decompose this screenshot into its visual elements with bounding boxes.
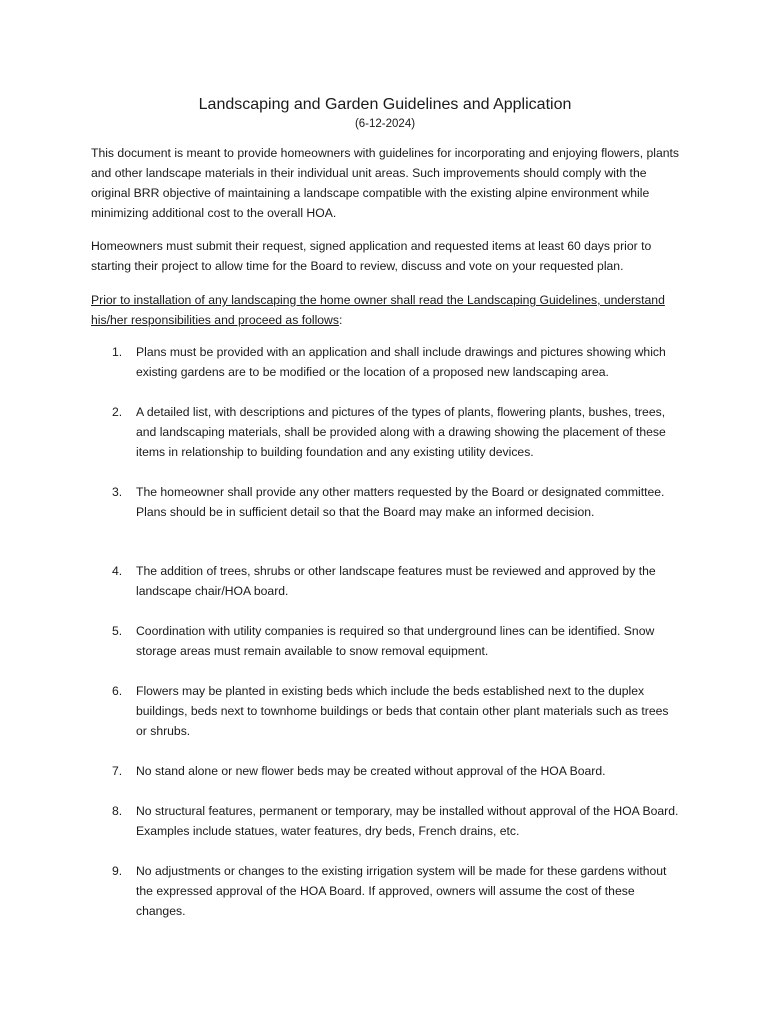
list-item-text: Plans must be provided with an application and shall include drawings and pictures showing which existing gardens are to be modified or the location of a proposed new landscaping area. xyxy=(136,345,666,379)
list-item xyxy=(112,761,682,781)
list-item-text: No structural features, permanent or temporary, may be installed without approval of the HOA Board. Examples include statues, water features, dry beds, French drains, etc. xyxy=(136,804,679,838)
list-item-number: 2. xyxy=(112,405,123,419)
prior-instruction xyxy=(91,290,687,330)
list-item xyxy=(112,801,682,841)
list-item-number: 6. xyxy=(112,684,123,698)
intro-paragraph: This document is meant to provide homeowners with guidelines for incorporating and enjoying flowers, plants and other landscape materials in their individual unit areas. Such improvements should comply with the original BRR objective of maintaining a landscape compatible with the existing alpine environment while minimizing additional cost to the overall HOA. xyxy=(91,146,680,220)
submission-paragraph: Homeowners must submit their request, signed application and requested items at least 60 days prior to starting their project to allow time for the Board to review, discuss and vote on your requested plan. xyxy=(91,239,652,273)
document-date: (6-12-2024) xyxy=(354,118,416,130)
list-item-number: 7. xyxy=(112,764,123,778)
list-item xyxy=(112,681,682,741)
list-item-text: A detailed list, with descriptions and pictures of the types of plants, flowering plants, bushes, trees, and landscaping materials, shall be provided along with a drawing showing the placement of these items in relationship to building foundation and any existing utility devices. xyxy=(136,405,666,459)
list-item-text: The homeowner shall provide any other matters requested by the Board or designated committee. Plans should be in sufficient detail so that the Board may make an informed decision. xyxy=(136,485,665,519)
list-item-text: No stand alone or new flower beds may be created without approval of the HOA Board. xyxy=(136,764,606,778)
list-item xyxy=(112,342,682,382)
list-item xyxy=(112,482,682,522)
list-item-text: The addition of trees, shrubs or other landscape features must be reviewed and approved by the landscape chair/HOA board. xyxy=(136,564,656,598)
list-item-number: 9. xyxy=(112,864,123,878)
prior-instruction-colon: : xyxy=(338,313,343,327)
list-item xyxy=(112,621,682,661)
list-item-number: 8. xyxy=(112,804,123,818)
list-item-number: 3. xyxy=(112,485,123,499)
list-item xyxy=(112,402,682,462)
list-item xyxy=(112,861,682,921)
list-item-text: Flowers may be planted in existing beds which include the beds established next to the duplex buildings, beds next to townhome buildings or beds that contain other plant materials such as trees or shrubs. xyxy=(136,684,669,738)
list-item-number: 1. xyxy=(112,345,123,359)
list-item-text: No adjustments or changes to the existing irrigation system will be made for these gardens without the expressed approval of the HOA Board. If approved, owners will assume the cost of these changes. xyxy=(136,864,667,918)
document-title: Landscaping and Garden Guidelines and Application xyxy=(198,96,572,113)
list-item-text: Coordination with utility companies is required so that underground lines can be identified. Snow storage areas must remain available to snow removal equipment. xyxy=(136,624,655,658)
list-item-number: 4. xyxy=(112,564,123,578)
list-item xyxy=(112,561,682,601)
list-item-number: 5. xyxy=(112,624,123,638)
prior-instruction-underlined: Prior to installation of any landscaping the home owner shall read the Landscaping Guidelines, understand his/her responsibilities and proceed as follows xyxy=(91,293,665,327)
